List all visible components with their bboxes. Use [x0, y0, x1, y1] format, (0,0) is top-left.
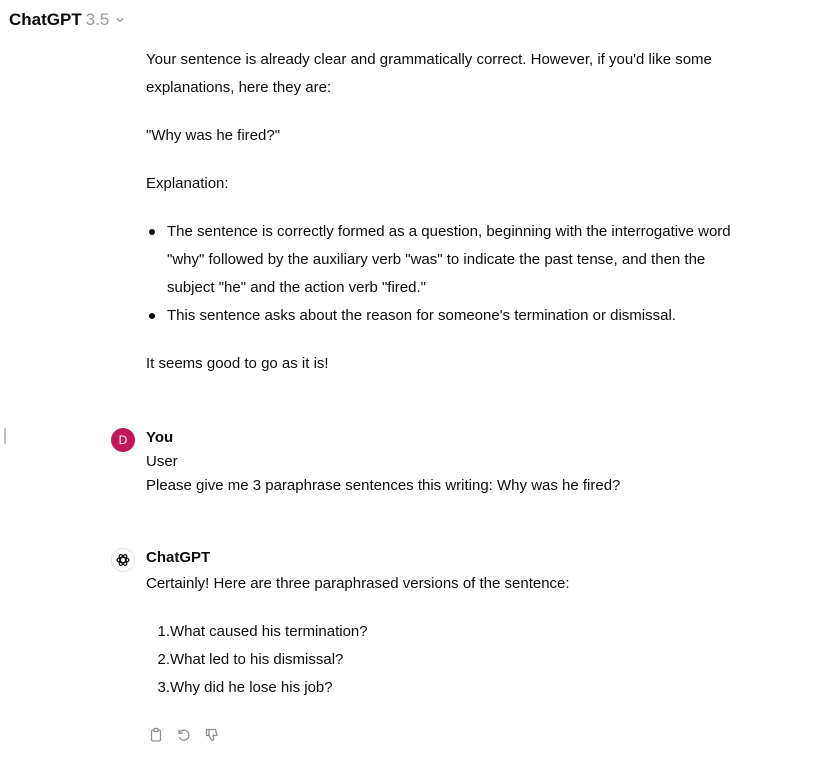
list-item: This sentence asks about the reason for someone's termination or dismissal. — [146, 302, 756, 330]
thumbs-down-icon[interactable] — [203, 726, 221, 744]
message-paragraph: It seems good to go as it is! — [146, 355, 329, 372]
message-paragraph: "Why was he fired?" — [146, 127, 281, 144]
author-name: You — [146, 429, 174, 446]
list-item — [146, 674, 368, 702]
avatar: D — [111, 428, 135, 452]
model-version: 3.5 — [85, 10, 110, 29]
list-item: The sentence is correctly formed as a question, beginning with the interrogative word "why" followed by the auxiliary verb "was" to indicate the past tense, and then the subject "he" and the action verb "fired." — [146, 218, 756, 302]
bullet-list — [146, 218, 756, 330]
message-paragraph: Your sentence is already clear and grammatically correct. However, if you'd like some explanations, here they are: — [146, 51, 712, 96]
numbered-list — [146, 618, 368, 702]
copy-icon[interactable] — [147, 726, 165, 744]
regenerate-icon[interactable] — [175, 726, 193, 744]
list-number: 3. — [157, 679, 170, 696]
list-item — [146, 646, 368, 674]
list-item — [146, 618, 368, 646]
app-name: ChatGPT — [9, 10, 82, 29]
author-name: ChatGPT — [146, 549, 211, 566]
message-line: Please give me 3 paraphrase sentences this writing: Why was he fired? — [146, 477, 621, 494]
message-actions — [147, 726, 221, 744]
message-paragraph: Explanation: — [146, 175, 229, 192]
list-number: 2. — [157, 651, 170, 668]
message-line: User — [146, 453, 178, 470]
list-number: 1. — [157, 623, 170, 640]
list-text: Why did he lose his job? — [170, 679, 333, 696]
message-line: Certainly! Here are three paraphrased versions of the sentence: — [146, 575, 570, 592]
openai-logo-icon — [111, 548, 135, 572]
chevron-down-icon — [115, 15, 125, 25]
list-text: What led to his dismissal? — [170, 651, 344, 668]
list-text: What caused his termination? — [170, 623, 368, 640]
sidebar-resize-handle[interactable] — [4, 428, 6, 444]
model-selector[interactable] — [9, 10, 125, 30]
